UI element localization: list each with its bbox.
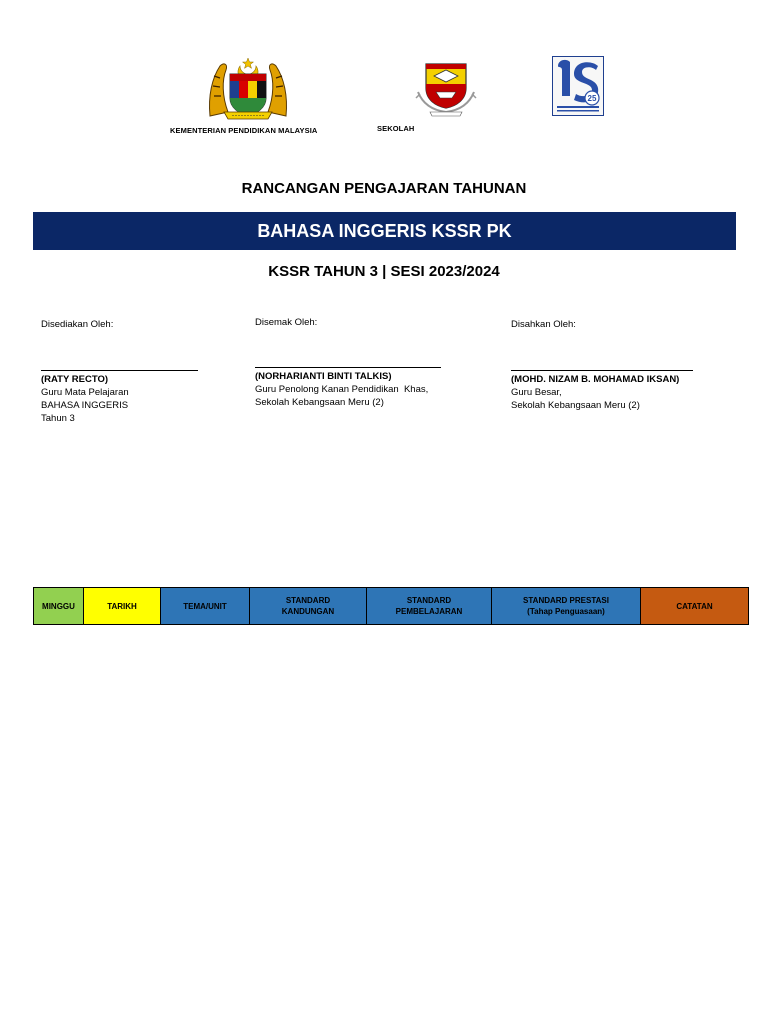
kpm-caption: KEMENTERIAN PENDIDIKAN MALAYSIA xyxy=(170,126,318,135)
col-catatan xyxy=(641,588,748,624)
col-minggu-label: MINGGU xyxy=(42,601,75,611)
col-standard-kandungan-label: STANDARD xyxy=(285,596,331,605)
subject-banner-text: BAHASA INGGERIS KSSR PK xyxy=(257,221,512,241)
svg-text:25: 25 xyxy=(587,94,597,103)
approved-by-school: Sekolah Kebangsaan Meru (2) xyxy=(511,400,640,411)
reviewed-by-role: Guru Penolong Kanan Pendidikan Khas, xyxy=(255,384,429,395)
prepared-by-subject: BAHASA INGGERIS xyxy=(41,400,129,411)
reviewed-by-name: (NORHARIANTI BINTI TALKIS) xyxy=(255,371,392,382)
reviewed-by-label: Disemak Oleh: xyxy=(255,317,318,328)
school-caption: SEKOLAH xyxy=(377,124,415,133)
approved-by-block xyxy=(511,373,679,412)
col-tema-unit-label: TEMA/UNIT xyxy=(183,601,227,611)
col-standard-kandungan xyxy=(250,588,367,624)
school-crest-icon xyxy=(414,58,478,118)
document-title: RANCANGAN PENGAJARAN TAHUNAN xyxy=(241,180,527,197)
reviewed-by-school: Sekolah Kebangsaan Meru (2) xyxy=(255,397,384,408)
col-standard-pembelajaran-sub: PEMBELAJARAN xyxy=(395,607,463,616)
col-standard-kandungan-sub: KANDUNGAN xyxy=(281,607,335,616)
prepared-by-role: Guru Mata Pelajaran xyxy=(41,387,129,398)
prepared-by-block xyxy=(41,373,129,425)
rpt-table-header xyxy=(33,587,749,625)
col-standard-pembelajaran xyxy=(367,588,492,624)
col-standard-prestasi-label: STANDARD PRESTASI xyxy=(523,596,609,605)
col-standard-pembelajaran-label: STANDARD xyxy=(406,596,452,605)
anniversary-25-logo-icon xyxy=(552,56,604,116)
approved-by-name: (MOHD. NIZAM B. MOHAMAD IKSAN) xyxy=(511,374,680,385)
kpm-crest-icon xyxy=(206,56,290,122)
approved-by-label: Disahkan Oleh: xyxy=(511,319,576,330)
prepared-by-name: (RATY RECTO) xyxy=(41,374,109,385)
approved-by-signature-line xyxy=(511,370,693,371)
reviewed-by-signature-line xyxy=(255,367,441,368)
session-title: KSSR TAHUN 3 | SESI 2023/2024 xyxy=(268,263,500,280)
col-minggu xyxy=(34,588,84,624)
col-tema-unit xyxy=(161,588,250,624)
prepared-by-signature-line xyxy=(41,370,198,371)
col-catatan-label: CATATAN xyxy=(676,601,713,611)
col-tarikh-label: TARIKH xyxy=(107,601,137,611)
col-standard-prestasi-sub: (Tahap Penguasaan) xyxy=(527,607,605,616)
subject-banner xyxy=(33,212,736,250)
col-tarikh xyxy=(84,588,161,624)
col-standard-prestasi xyxy=(492,588,641,624)
approved-by-role: Guru Besar, xyxy=(511,387,562,398)
prepared-by-year: Tahun 3 xyxy=(41,413,75,424)
prepared-by-label: Disediakan Oleh: xyxy=(41,319,114,330)
reviewed-by-block xyxy=(255,370,428,409)
